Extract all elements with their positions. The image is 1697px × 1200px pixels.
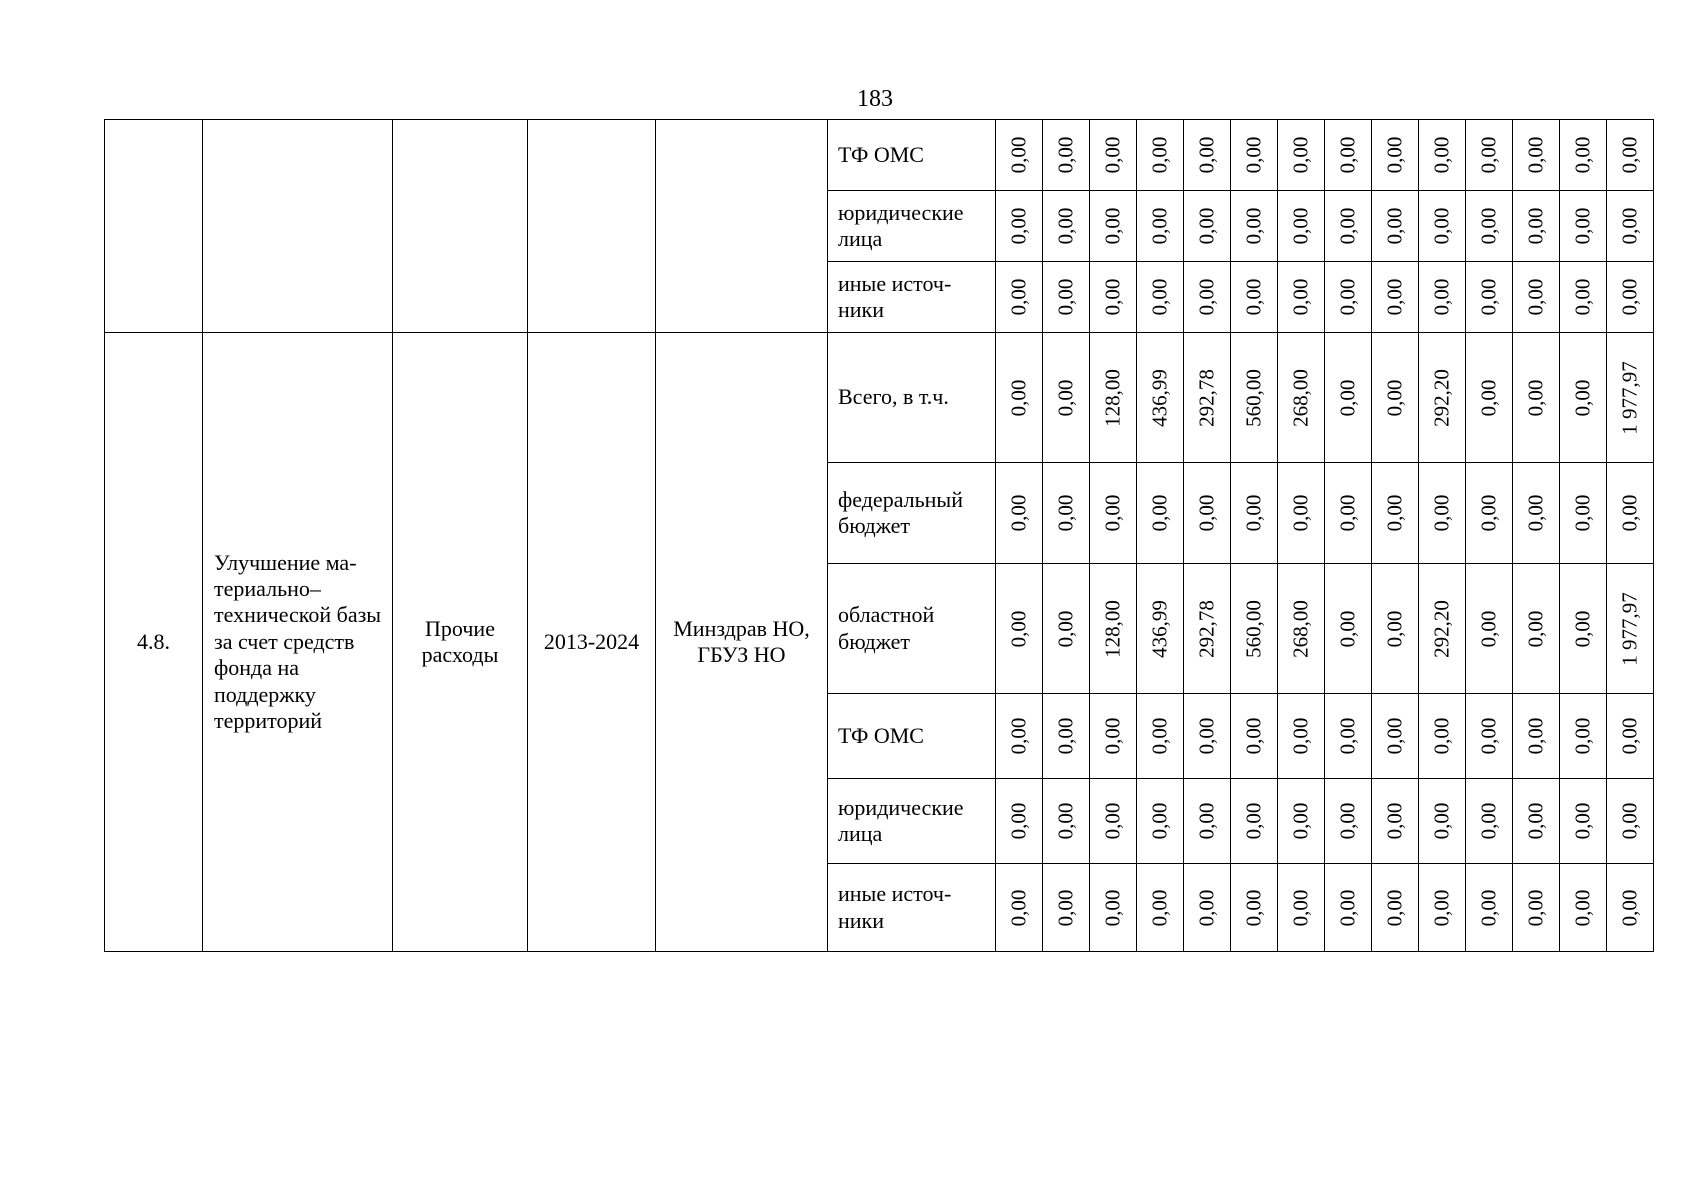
value-cell: 0,00 <box>1372 564 1419 694</box>
item-category: Прочие расходы <box>393 333 528 952</box>
value-cell: 0,00 <box>1137 864 1184 952</box>
page-number: 183 <box>857 86 893 112</box>
value-cell: 0,00 <box>1466 262 1513 333</box>
value-cell: 0,00 <box>1278 694 1325 779</box>
item-name: Улучшение ма- териально– технической базы за счет средств фонда на поддержку территорий <box>203 333 393 952</box>
value-cell: 0,00 <box>1137 694 1184 779</box>
value-cell: 0,00 <box>1325 779 1372 864</box>
value-cell: 0,00 <box>1090 191 1137 262</box>
value-cell: 292,20 <box>1419 333 1466 463</box>
value-cell: 0,00 <box>1325 463 1372 564</box>
value-cell: 0,00 <box>1607 694 1654 779</box>
value-cell: 0,00 <box>1137 779 1184 864</box>
value-cell: 0,00 <box>1560 564 1607 694</box>
value-cell: 0,00 <box>1090 779 1137 864</box>
value-cell: 0,00 <box>1184 191 1231 262</box>
value-cell: 0,00 <box>1560 694 1607 779</box>
value-cell: 0,00 <box>1419 694 1466 779</box>
value-cell: 0,00 <box>1090 463 1137 564</box>
source-cell: иные источ- ники <box>828 864 996 952</box>
value-cell: 0,00 <box>996 694 1043 779</box>
value-cell: 0,00 <box>1419 864 1466 952</box>
value-cell: 0,00 <box>1090 694 1137 779</box>
source-cell: ТФ ОМС <box>828 120 996 191</box>
value-cell: 0,00 <box>996 564 1043 694</box>
source-cell: ТФ ОМС <box>828 694 996 779</box>
value-cell: 0,00 <box>1231 779 1278 864</box>
value-cell: 0,00 <box>1184 463 1231 564</box>
value-cell: 0,00 <box>1560 779 1607 864</box>
value-cell: 0,00 <box>1231 120 1278 191</box>
value-cell: 0,00 <box>1513 463 1560 564</box>
value-cell: 0,00 <box>1372 463 1419 564</box>
value-cell: 0,00 <box>1466 694 1513 779</box>
value-cell: 0,00 <box>1325 262 1372 333</box>
value-cell: 0,00 <box>1466 779 1513 864</box>
value-cell: 0,00 <box>1043 262 1090 333</box>
value-cell: 0,00 <box>996 333 1043 463</box>
value-cell: 0,00 <box>1325 120 1372 191</box>
value-cell: 0,00 <box>1372 262 1419 333</box>
budget-table <box>104 119 1654 952</box>
source-cell: юридические лица <box>828 191 996 262</box>
value-cell: 0,00 <box>1513 864 1560 952</box>
empty-cell <box>393 120 528 333</box>
table-row <box>105 120 1654 191</box>
value-cell: 0,00 <box>1278 120 1325 191</box>
value-cell: 0,00 <box>1607 864 1654 952</box>
value-cell: 0,00 <box>1137 191 1184 262</box>
value-cell: 0,00 <box>1231 864 1278 952</box>
value-cell: 0,00 <box>1513 694 1560 779</box>
value-cell: 0,00 <box>1090 864 1137 952</box>
value-cell: 0,00 <box>1560 120 1607 191</box>
value-cell: 0,00 <box>996 262 1043 333</box>
value-cell: 0,00 <box>996 191 1043 262</box>
value-cell: 0,00 <box>1513 564 1560 694</box>
value-cell: 0,00 <box>1607 463 1654 564</box>
value-cell: 0,00 <box>1231 191 1278 262</box>
value-cell: 0,00 <box>1466 463 1513 564</box>
value-cell: 0,00 <box>1560 262 1607 333</box>
value-cell: 0,00 <box>1231 694 1278 779</box>
value-cell: 0,00 <box>1419 262 1466 333</box>
value-cell: 0,00 <box>996 779 1043 864</box>
source-cell: Всего, в т.ч. <box>828 333 996 463</box>
value-cell: 1 977,97 <box>1607 333 1654 463</box>
value-cell: 0,00 <box>1513 191 1560 262</box>
value-cell: 560,00 <box>1231 333 1278 463</box>
value-cell: 0,00 <box>1560 864 1607 952</box>
value-cell: 0,00 <box>1137 463 1184 564</box>
value-cell: 0,00 <box>996 120 1043 191</box>
value-cell: 0,00 <box>1372 120 1419 191</box>
value-cell: 1 977,97 <box>1607 564 1654 694</box>
value-cell: 128,00 <box>1090 564 1137 694</box>
value-cell: 0,00 <box>1043 864 1090 952</box>
value-cell: 0,00 <box>1231 463 1278 564</box>
value-cell: 0,00 <box>1184 694 1231 779</box>
value-cell: 0,00 <box>1137 262 1184 333</box>
source-cell: федеральный бюджет <box>828 463 996 564</box>
value-cell: 436,99 <box>1137 333 1184 463</box>
value-cell: 0,00 <box>1419 779 1466 864</box>
value-cell: 0,00 <box>1090 262 1137 333</box>
value-cell: 0,00 <box>1466 191 1513 262</box>
empty-cell <box>528 120 656 333</box>
value-cell: 0,00 <box>1043 333 1090 463</box>
table-row <box>105 333 1654 463</box>
item-executor: Минздрав НО, ГБУЗ НО <box>656 333 828 952</box>
value-cell: 292,78 <box>1184 564 1231 694</box>
value-cell: 0,00 <box>1513 333 1560 463</box>
value-cell: 268,00 <box>1278 333 1325 463</box>
value-cell: 0,00 <box>1043 191 1090 262</box>
value-cell: 0,00 <box>1372 779 1419 864</box>
value-cell: 292,20 <box>1419 564 1466 694</box>
value-cell: 0,00 <box>1325 864 1372 952</box>
value-cell: 0,00 <box>1137 120 1184 191</box>
value-cell: 0,00 <box>1043 564 1090 694</box>
value-cell: 0,00 <box>1513 262 1560 333</box>
item-period: 2013-2024 <box>528 333 656 952</box>
value-cell: 560,00 <box>1231 564 1278 694</box>
value-cell: 128,00 <box>1090 333 1137 463</box>
value-cell: 0,00 <box>1466 564 1513 694</box>
value-cell: 0,00 <box>1325 191 1372 262</box>
value-cell: 0,00 <box>1372 694 1419 779</box>
value-cell: 0,00 <box>996 864 1043 952</box>
value-cell: 0,00 <box>1560 191 1607 262</box>
value-cell: 0,00 <box>1419 120 1466 191</box>
value-cell: 0,00 <box>1419 191 1466 262</box>
value-cell: 0,00 <box>1184 120 1231 191</box>
empty-cell <box>105 120 203 333</box>
value-cell: 0,00 <box>1278 779 1325 864</box>
value-cell: 292,78 <box>1184 333 1231 463</box>
value-cell: 0,00 <box>1372 864 1419 952</box>
value-cell: 0,00 <box>1607 779 1654 864</box>
value-cell: 0,00 <box>1043 120 1090 191</box>
source-cell: областной бюджет <box>828 564 996 694</box>
value-cell: 0,00 <box>1231 262 1278 333</box>
value-cell: 0,00 <box>1325 564 1372 694</box>
value-cell: 0,00 <box>1372 191 1419 262</box>
value-cell: 0,00 <box>1466 864 1513 952</box>
value-cell: 0,00 <box>996 463 1043 564</box>
value-cell: 0,00 <box>1372 333 1419 463</box>
value-cell: 0,00 <box>1466 333 1513 463</box>
value-cell: 436,99 <box>1137 564 1184 694</box>
value-cell: 0,00 <box>1184 779 1231 864</box>
value-cell: 0,00 <box>1184 864 1231 952</box>
value-cell: 0,00 <box>1560 333 1607 463</box>
empty-cell <box>656 120 828 333</box>
value-cell: 0,00 <box>1607 191 1654 262</box>
value-cell: 0,00 <box>1278 262 1325 333</box>
empty-cell <box>203 120 393 333</box>
value-cell: 0,00 <box>1043 694 1090 779</box>
value-cell: 0,00 <box>1325 333 1372 463</box>
source-cell: иные источ- ники <box>828 262 996 333</box>
value-cell: 0,00 <box>1419 463 1466 564</box>
value-cell: 0,00 <box>1278 463 1325 564</box>
value-cell: 0,00 <box>1043 463 1090 564</box>
value-cell: 0,00 <box>1278 191 1325 262</box>
item-number: 4.8. <box>105 333 203 952</box>
value-cell: 0,00 <box>1466 120 1513 191</box>
value-cell: 0,00 <box>1513 120 1560 191</box>
value-cell: 0,00 <box>1090 120 1137 191</box>
value-cell: 0,00 <box>1513 779 1560 864</box>
value-cell: 0,00 <box>1560 463 1607 564</box>
value-cell: 0,00 <box>1184 262 1231 333</box>
value-cell: 0,00 <box>1043 779 1090 864</box>
value-cell: 0,00 <box>1607 262 1654 333</box>
value-cell: 0,00 <box>1278 864 1325 952</box>
value-cell: 268,00 <box>1278 564 1325 694</box>
value-cell: 0,00 <box>1325 694 1372 779</box>
value-cell: 0,00 <box>1607 120 1654 191</box>
source-cell: юридические лица <box>828 779 996 864</box>
